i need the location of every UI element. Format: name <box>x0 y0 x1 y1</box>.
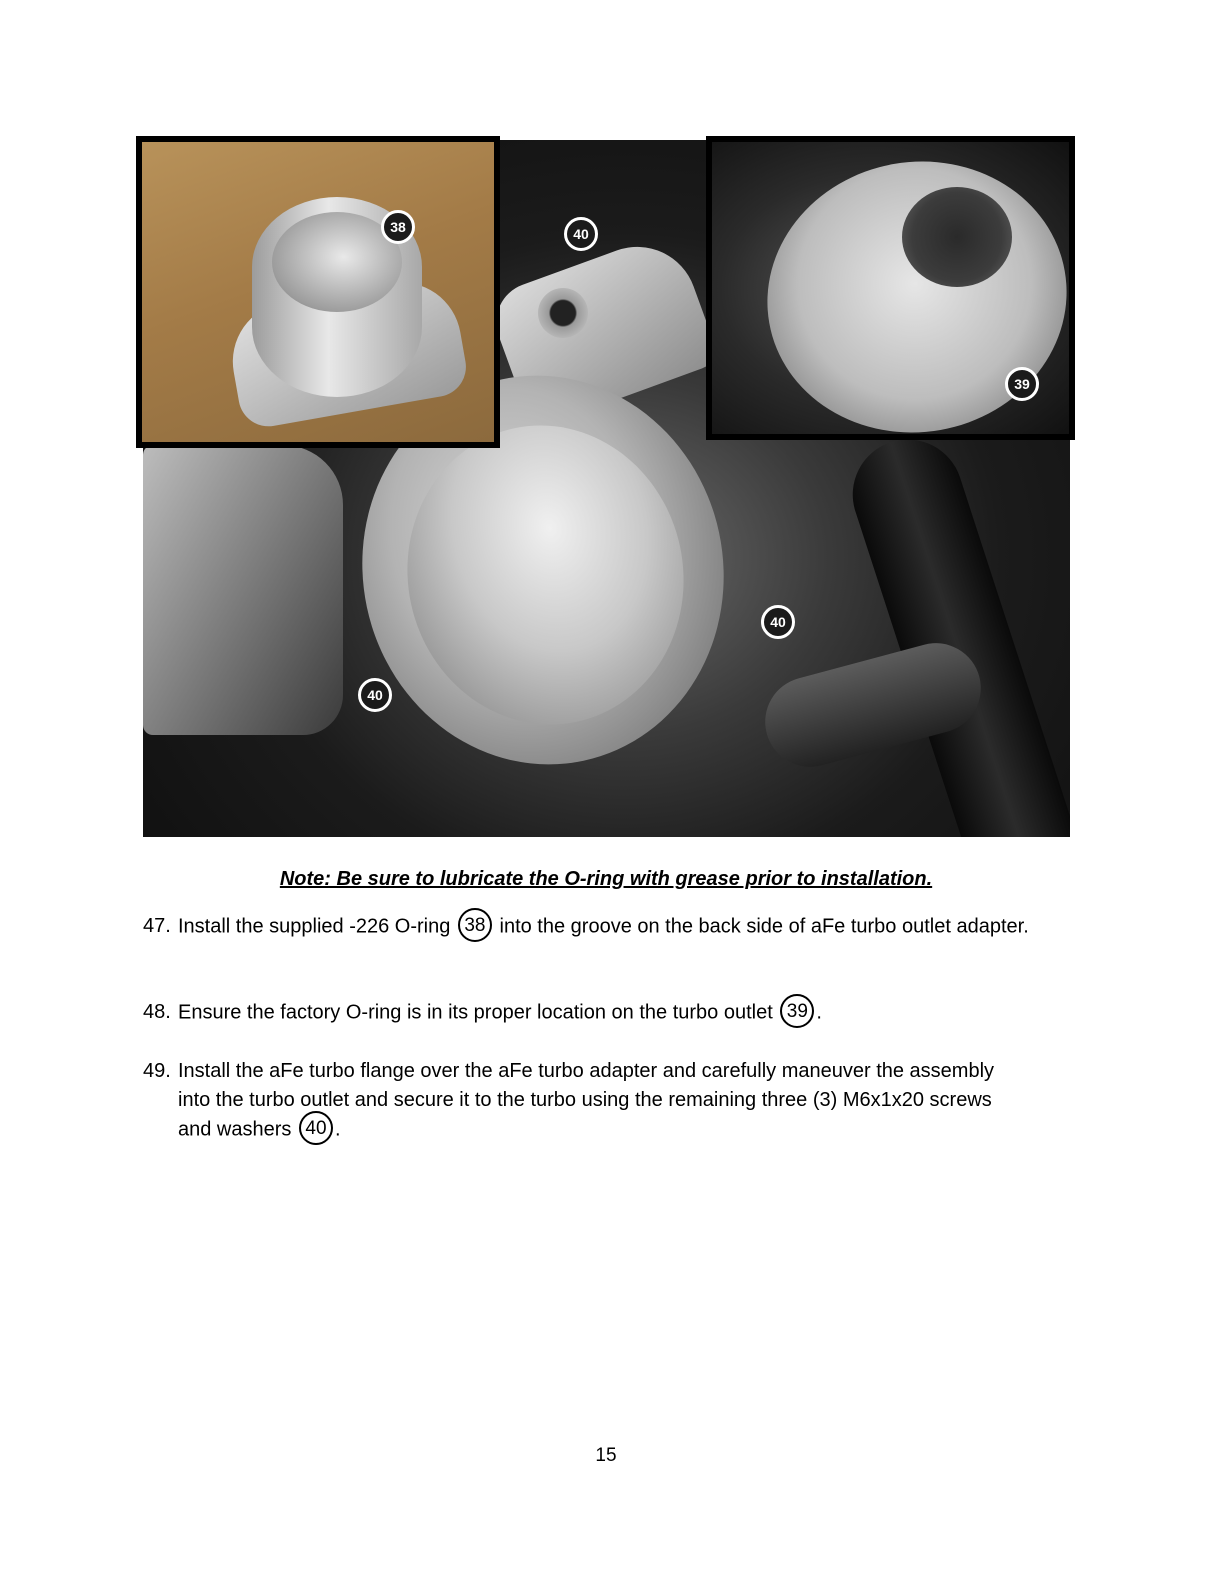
step-48 <box>143 998 1043 1028</box>
callout-marker: 38 <box>381 210 415 244</box>
step-number: 48. <box>143 1001 171 1023</box>
part-ref-badge: 39 <box>780 994 814 1028</box>
page-number: 15 <box>595 1445 617 1466</box>
step-49 <box>143 1057 1023 1145</box>
callout-marker: 40 <box>358 678 392 712</box>
step-47 <box>143 912 1043 942</box>
part-ref-badge: 38 <box>458 908 492 942</box>
flange-bolt <box>538 288 588 338</box>
step-text: . <box>816 1001 822 1024</box>
step-text: Install the aFe turbo flange over the aFe turbo adapter and carefully maneuver the assembly into the turbo outlet and secure it to the turbo using the remaining three (3) M6x1x20 screws and washers <box>178 1060 995 1141</box>
step-text: into the groove on the back side of aFe turbo outlet adapter. <box>499 915 1029 938</box>
part-ref-badge: 40 <box>299 1111 333 1145</box>
step-text: Install the supplied -226 O-ring <box>178 915 451 938</box>
callout-marker: 40 <box>564 217 598 251</box>
callout-marker: 39 <box>1005 367 1039 401</box>
inset-photo-adapter <box>136 136 500 448</box>
installation-note: Note: Be sure to lubricate the O-ring with grease prior to installation. <box>279 868 933 890</box>
step-text: . <box>334 1118 341 1141</box>
engine-bracket <box>143 445 343 735</box>
step-text: Ensure the factory O-ring is in its proper location on the turbo outlet <box>178 1001 773 1024</box>
step-number: 47. <box>143 915 171 937</box>
callout-marker: 40 <box>761 605 795 639</box>
cable <box>838 425 1070 837</box>
turbo-outlet-opening <box>902 187 1012 287</box>
step-number: 49. <box>143 1060 171 1082</box>
